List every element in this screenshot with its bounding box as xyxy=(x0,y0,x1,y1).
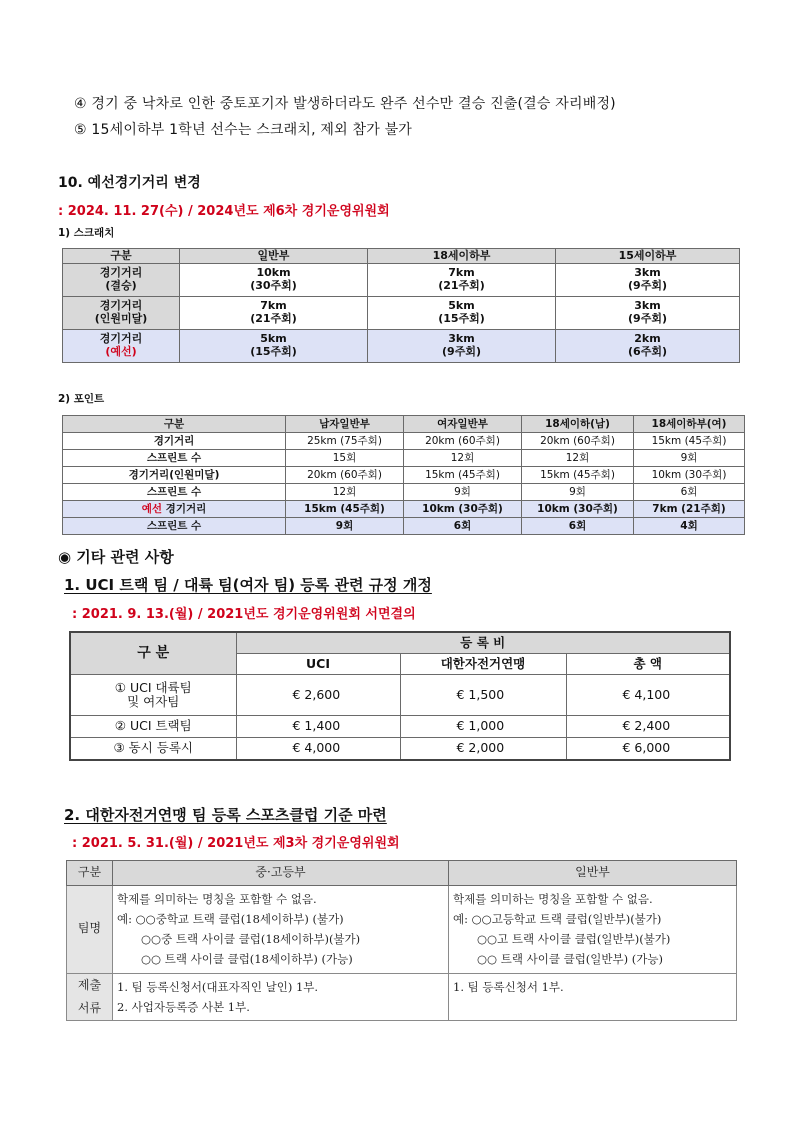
scratch-table xyxy=(62,248,740,363)
table-cell: 7km (21주회) xyxy=(634,501,745,518)
table-cell: 10km (30주회) xyxy=(404,501,522,518)
table-cell: € 2,000 xyxy=(400,738,566,761)
table-cell: 20km (60주회) xyxy=(522,433,634,450)
header-cell: 등 록 비 xyxy=(236,632,730,654)
table-row xyxy=(63,484,745,501)
table-cell: 25km (75주회) xyxy=(286,433,404,450)
table-cell: 3km (9주회) xyxy=(556,297,740,330)
row-label: 경기거리 xyxy=(63,433,286,450)
table-cell: 20km (60주회) xyxy=(404,433,522,450)
table-row xyxy=(63,264,740,297)
points-table xyxy=(62,415,745,535)
header-cell: 중·고등부 xyxy=(113,861,449,886)
table-cell: € 2,600 xyxy=(236,675,400,716)
header-cell: 18세이하부(여) xyxy=(634,416,745,433)
section-10-title: 10. 예선경기거리 변경 xyxy=(58,175,201,191)
header-cell: 18세이하부 xyxy=(368,249,556,264)
header-cell: 구분 xyxy=(63,416,286,433)
table-row xyxy=(63,467,745,484)
table-row-highlighted xyxy=(63,501,745,518)
table-row xyxy=(67,886,737,974)
scratch-subtitle: 1) 스크래치 xyxy=(58,227,115,239)
table-row xyxy=(63,297,740,330)
row-label: 경기거리 (인원미달) xyxy=(63,297,180,330)
header-cell: 15세이하부 xyxy=(556,249,740,264)
table-cell: 9회 xyxy=(404,484,522,501)
rule-item-5: ⑤ 15세이하부 1학년 선수는 스크래치, 제외 참가 불가 xyxy=(74,122,413,138)
table-cell: 5km (15주회) xyxy=(180,330,368,363)
row-label: 스프린트 수 xyxy=(63,450,286,467)
table-cell: 6회 xyxy=(522,518,634,535)
table-cell: 15km (45주회) xyxy=(634,433,745,450)
table-row xyxy=(70,675,730,716)
section-10-date: : 2024. 11. 27(수) / 2024년도 제6차 경기운영위원회 xyxy=(58,204,390,219)
header-cell: 구 분 xyxy=(70,632,236,675)
table-cell: 1. 팀 등록신청서(대표자직인 날인) 1부. 2. 사업자등록증 사본 1부. xyxy=(113,973,449,1020)
table-cell: 10km (30주회) xyxy=(634,467,745,484)
header-cell: 구분 xyxy=(67,861,113,886)
table-cell: 1. 팀 등록신청서 1부. xyxy=(449,973,737,1020)
table-cell: 3km (9주회) xyxy=(368,330,556,363)
table-cell: 7km (21주회) xyxy=(368,264,556,297)
sports-club-table xyxy=(66,860,737,1021)
row-label: 팀명 xyxy=(67,886,113,974)
table-cell: 12회 xyxy=(404,450,522,467)
row-label: 제출 서류 xyxy=(67,973,113,1020)
table-cell: 15km (45주회) xyxy=(522,467,634,484)
etc-heading: ◉ 기타 관련 사항 xyxy=(58,548,174,566)
table-cell: 12회 xyxy=(522,450,634,467)
table-cell: 7km (21주회) xyxy=(180,297,368,330)
table-cell: € 1,400 xyxy=(236,716,400,738)
table-cell: 학제를 의미하는 명칭을 포함할 수 없음. 예: ○○중학교 트랙 클럽(18세이하부) (불가) ○○중 트랙 사이클 클럽(18세이하부)(불가) ○○ 트랙 사이클 클럽(18세이하부) (가능) xyxy=(113,886,449,974)
section-club-title: 2. 대한자전거연맹 팀 등록 스포츠클럽 기준 마련 xyxy=(64,806,387,824)
table-cell: 15km (45주회) xyxy=(286,501,404,518)
table-cell: 2km (6주회) xyxy=(556,330,740,363)
table-cell: 12회 xyxy=(286,484,404,501)
table-row xyxy=(67,973,737,1020)
table-cell: € 1,000 xyxy=(400,716,566,738)
table-row xyxy=(63,433,745,450)
row-label: ① UCI 대륙팀 및 여자팀 xyxy=(70,675,236,716)
header-cell: 구분 xyxy=(63,249,180,264)
table-cell: 9회 xyxy=(286,518,404,535)
table-row xyxy=(70,716,730,738)
header-cell: 대한자전거연맹 xyxy=(400,654,566,675)
header-cell: 18세이하(남) xyxy=(522,416,634,433)
table-row-highlighted xyxy=(63,518,745,535)
table-cell: 3km (9주회) xyxy=(556,264,740,297)
table-row xyxy=(70,738,730,761)
row-label: 경기거리(인원미달) xyxy=(63,467,286,484)
header-cell: 총 액 xyxy=(566,654,730,675)
rule-item-4: ④ 경기 중 낙차로 인한 중토포기자 발생하더라도 완주 선수만 결승 진출(결승 자리배정) xyxy=(74,96,616,112)
table-row xyxy=(63,450,745,467)
table-cell: 10km (30주회) xyxy=(180,264,368,297)
header-cell: 일반부 xyxy=(180,249,368,264)
table-cell: 15km (45주회) xyxy=(404,467,522,484)
table-cell: € 4,100 xyxy=(566,675,730,716)
header-cell: UCI xyxy=(236,654,400,675)
row-label: 경기거리 (결승) xyxy=(63,264,180,297)
row-label: 스프린트 수 xyxy=(63,484,286,501)
table-cell: € 4,000 xyxy=(236,738,400,761)
registration-fee-table xyxy=(69,631,731,761)
table-cell: 10km (30주회) xyxy=(522,501,634,518)
row-label: 예선 경기거리 xyxy=(63,501,286,518)
table-cell: 학제를 의미하는 명칭을 포함할 수 없음. 예: ○○고등학교 트랙 클럽(일반부)(불가) ○○고 트랙 사이클 클럽(일반부)(불가) ○○ 트랙 사이클 클럽(일반부) (가능) xyxy=(449,886,737,974)
section-uci-date: : 2021. 9. 13.(월) / 2021년도 경기운영위원회 서면결의 xyxy=(72,607,416,622)
table-cell: 5km (15주회) xyxy=(368,297,556,330)
table-cell: 6회 xyxy=(634,484,745,501)
table-cell: € 1,500 xyxy=(400,675,566,716)
section-uci-title: 1. UCI 트랙 팀 / 대륙 팀(여자 팀) 등록 관련 규정 개정 xyxy=(64,576,432,594)
table-cell: € 6,000 xyxy=(566,738,730,761)
row-label: 스프린트 수 xyxy=(63,518,286,535)
table-cell: 4회 xyxy=(634,518,745,535)
header-cell: 여자일반부 xyxy=(404,416,522,433)
table-cell: 9회 xyxy=(634,450,745,467)
table-cell: 15회 xyxy=(286,450,404,467)
table-cell: € 2,400 xyxy=(566,716,730,738)
row-label: 경기거리 (예선) xyxy=(63,330,180,363)
points-subtitle: 2) 포인트 xyxy=(58,393,105,405)
table-cell: 6회 xyxy=(404,518,522,535)
section-club-date: : 2021. 5. 31.(월) / 2021년도 제3차 경기운영위원회 xyxy=(72,836,400,851)
row-label: ③ 동시 등록시 xyxy=(70,738,236,761)
table-cell: 9회 xyxy=(522,484,634,501)
table-row-highlighted xyxy=(63,330,740,363)
header-cell: 남자일반부 xyxy=(286,416,404,433)
header-cell: 일반부 xyxy=(449,861,737,886)
row-label: ② UCI 트랙팀 xyxy=(70,716,236,738)
table-cell: 20km (60주회) xyxy=(286,467,404,484)
